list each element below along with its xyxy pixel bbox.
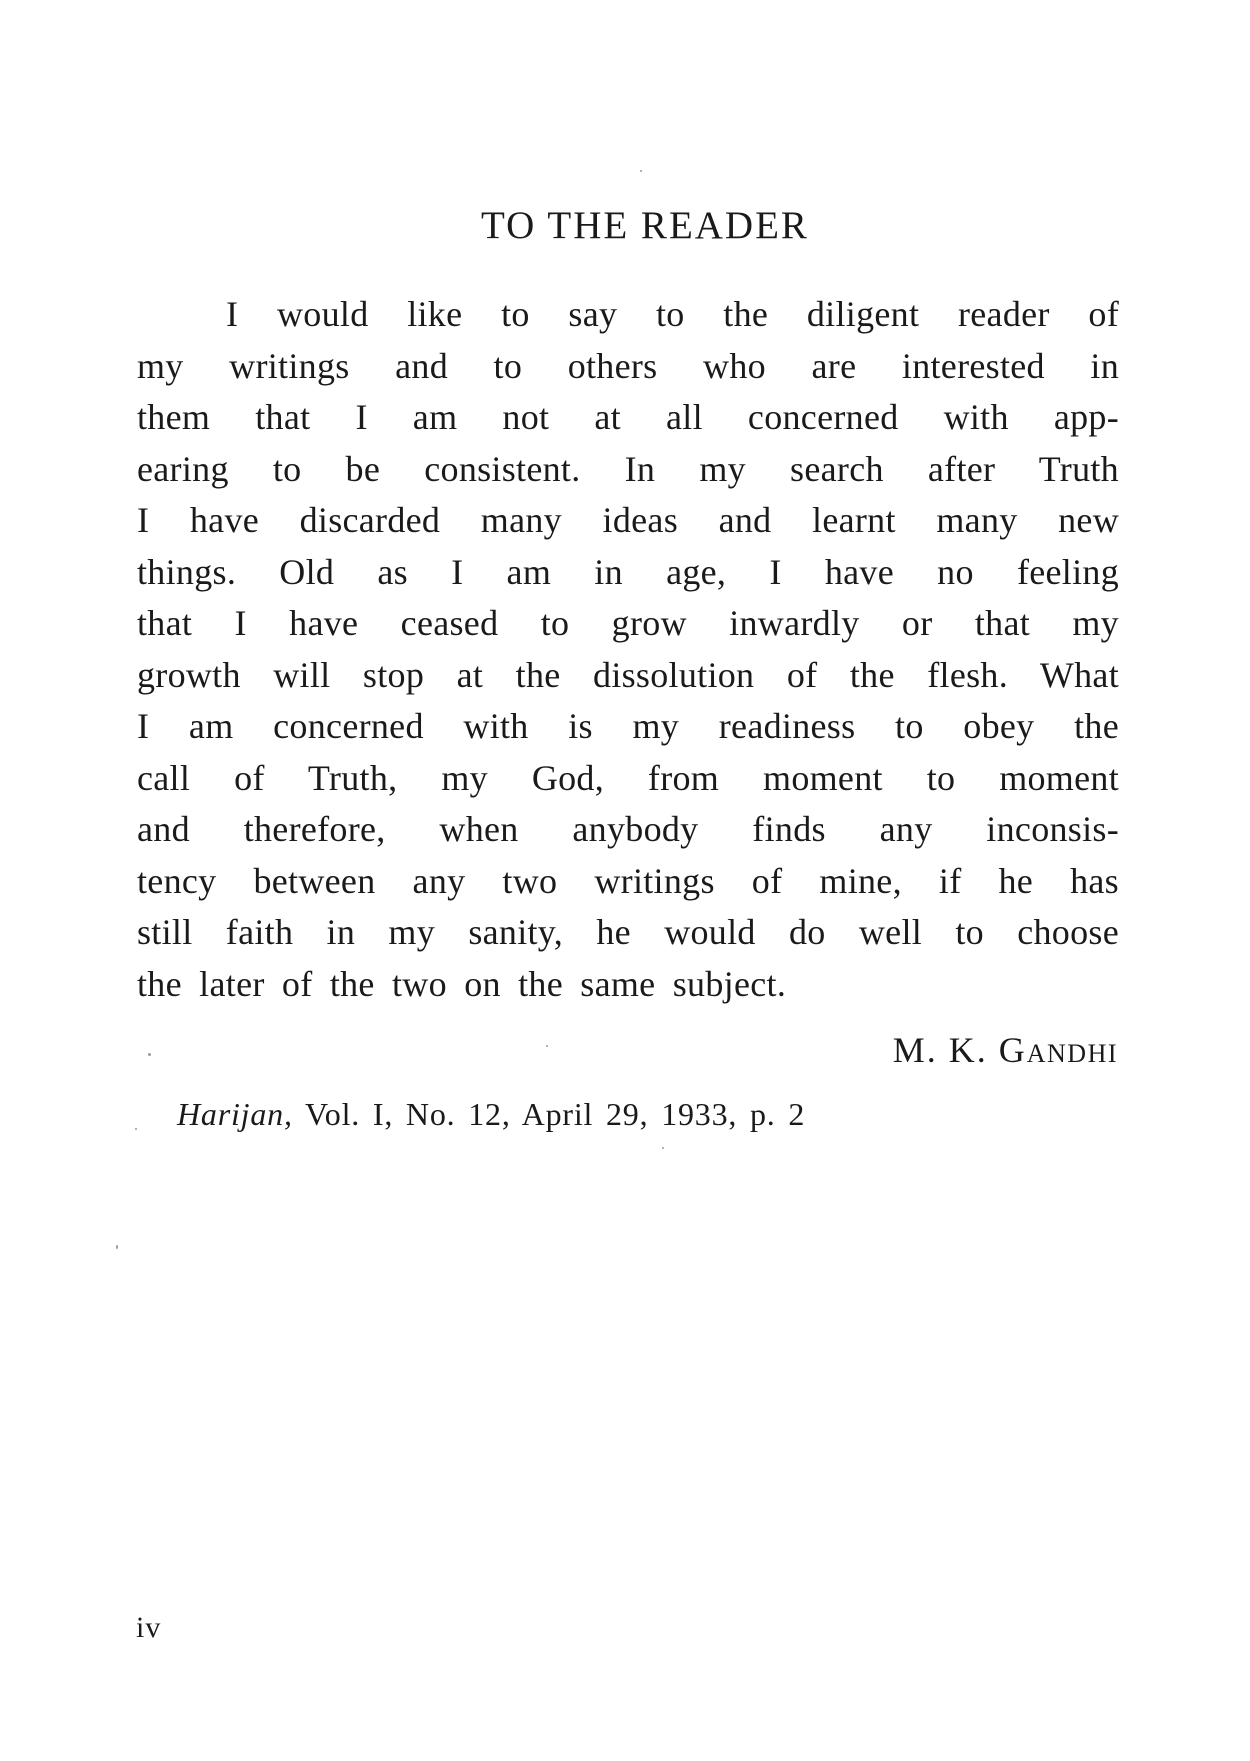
signature-surname: ANDHI: [1026, 1039, 1118, 1068]
scan-speck: [116, 1245, 118, 1249]
citation-details: Vol. I, No. 12, April 29, 1933, p. 2: [304, 1096, 806, 1132]
scan-speck: [135, 1128, 137, 1130]
paragraph-line: call of Truth, my God, from moment to moment: [137, 757, 1119, 798]
paragraph-line: things. Old as I am in age, I have no feeling: [137, 551, 1119, 592]
paragraph-line: tency between any two writings of mine, if he has: [137, 860, 1119, 901]
paragraph-line: I have discarded many ideas and learnt many new: [137, 500, 1119, 540]
paragraph-line: them that I am not at all concerned with app-: [137, 397, 1119, 437]
paragraph-line: the later of the two on the same subject.: [137, 963, 787, 1004]
paragraph-line: that I have ceased to grow inwardly or that my: [137, 603, 1119, 643]
paragraph-line: I would like to say to the diligent reader of: [226, 294, 1119, 334]
source-citation: [177, 1093, 805, 1135]
paragraph-line: and therefore, when anybody finds any inconsis-: [137, 809, 1119, 849]
page-title: TO THE READER: [481, 204, 809, 247]
scan-speck: [640, 170, 642, 172]
paragraph-line: my writings and to others who are interested in: [137, 345, 1119, 386]
paragraph-line: earing to be consistent. In my search after Truth: [137, 448, 1119, 489]
scan-speck: [662, 1147, 664, 1149]
author-signature: [893, 1028, 1118, 1076]
paragraph-line: still faith in my sanity, he would do well to choose: [137, 912, 1119, 952]
citation-journal: Harijan,: [177, 1096, 293, 1132]
page-number: iv: [136, 1611, 162, 1644]
body-paragraph: [137, 289, 1119, 1010]
signature-initials: M. K. G: [892, 1030, 1027, 1070]
paragraph-line: growth will stop at the dissolution of the flesh. What: [137, 654, 1119, 695]
scan-speck: [546, 1045, 548, 1047]
scan-speck: [148, 1053, 151, 1056]
paragraph-line: I am concerned with is my readiness to obey the: [137, 706, 1119, 746]
